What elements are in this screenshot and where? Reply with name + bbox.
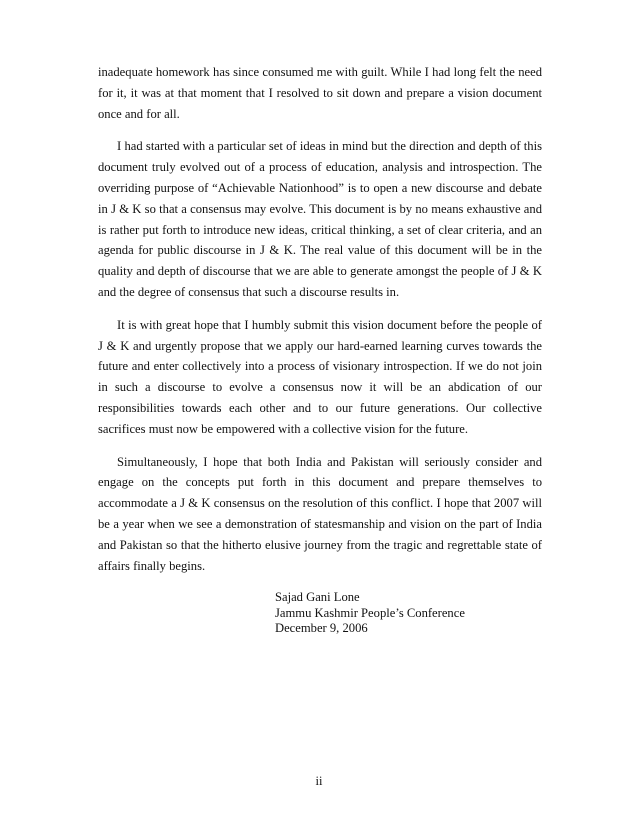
signature-block (275, 590, 535, 637)
document-body (98, 62, 542, 588)
paragraph-continuation: inadequate homework has since consumed me with guilt. While I had long felt the need for it, it was at that moment that I resolved to sit down and prepare a vision document once and for all. (98, 65, 542, 121)
signature-organization: Jammu Kashmir People’s Conference (275, 605, 465, 620)
paragraph-purpose: I had started with a particular set of ideas in mind but the direction and depth of this document truly evolved out of a process of education, analysis and introspection. The overriding purpose of “Achievable Nationhood” is to open a new discourse and debate in J & K so that a consensus may evolve. This document is by no means exhaustive and is rather put forth to introduce new ideas, critical thinking, a set of clear criteria, and an agenda for public discourse in J & K. The real value of this document will be in the quality and depth of discourse that we are able to generate amongst the people of J & K and the degree of consensus that such a discourse results in. (98, 139, 542, 299)
page-number: ii (315, 774, 323, 788)
paragraph-india-pakistan: Simultaneously, I hope that both India and Pakistan will seriously consider and engage on the concepts put forth in this document and prepare themselves to accommodate a J & K consensus on the resolution of this conflict. I hope that 2007 will be a year when we see a demonstration of statesmanship and vision on the part of India and Pakistan so that the hitherto elusive journey from the tragic and regrettable state of affairs finally begins. (98, 454, 542, 573)
paragraph-hope: It is with great hope that I humbly submit this vision document before the people of J & K and urgently propose that we apply our hard-earned learning curves towards the future and enter collectively into a process of visionary introspection. If we do not join in such a discourse to evolve a consensus now it will be an abdication of our responsibilities towards each other and to our future generations. Our collective sacrifices must now be empowered with a collective vision for the future. (98, 317, 542, 436)
signature-name: Sajad Gani Lone (275, 590, 360, 604)
signature-date: December 9, 2006 (275, 621, 368, 635)
